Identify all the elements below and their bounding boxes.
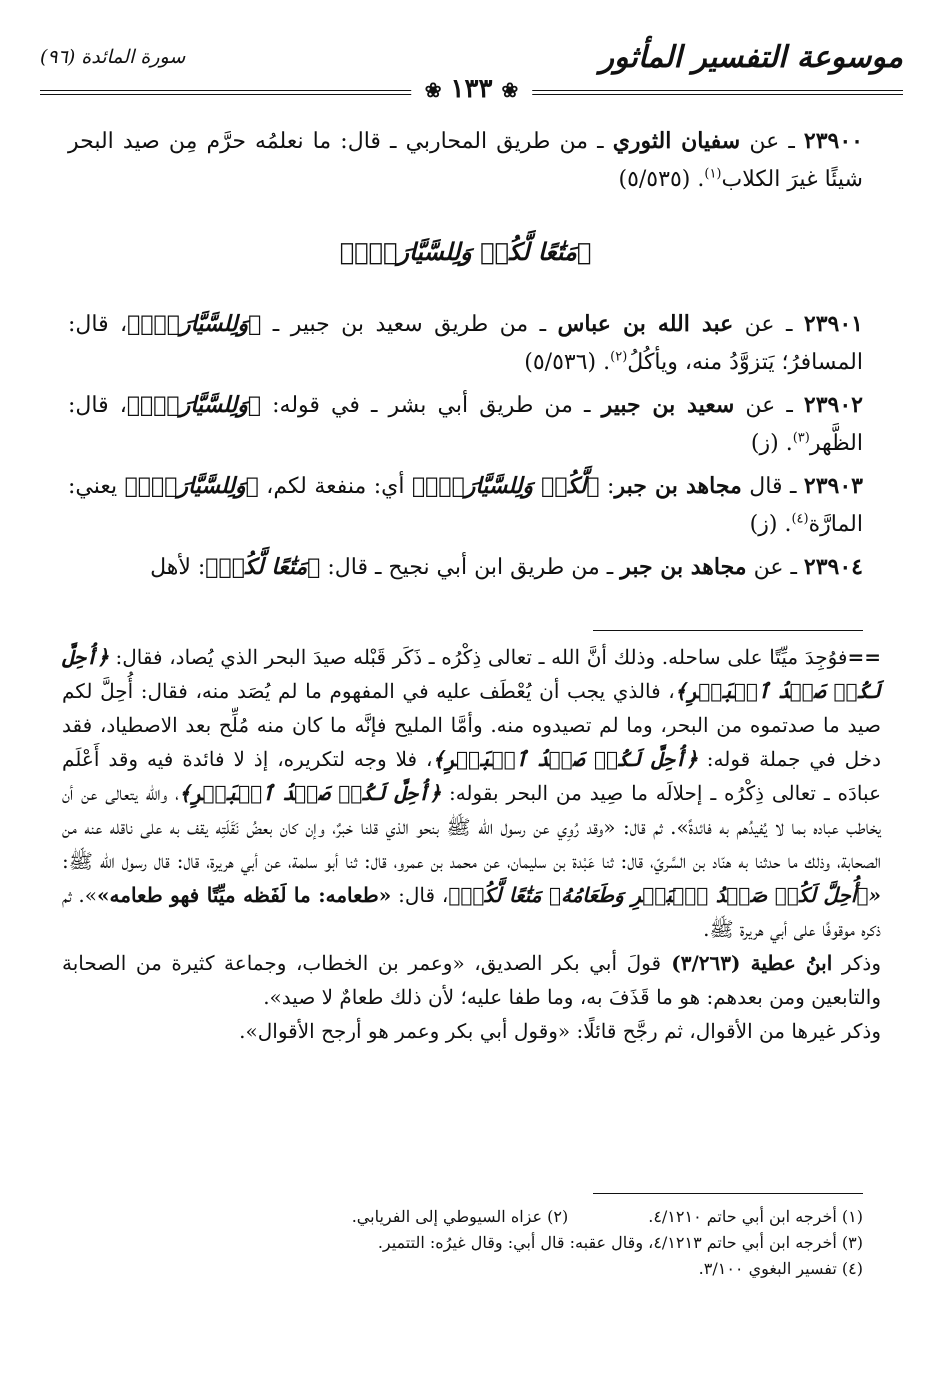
quran-quote: ﴿وَلِلسَّيَّارَةِۖ﴾: [126, 392, 262, 418]
source-ref: (٥/٥٣٥): [618, 167, 691, 192]
quran-quote: ﴿لَّكُمۡ وَلِلسَّيَّارَةِۖ﴾: [411, 473, 600, 499]
footnote-1: (١) أخرجه ابن أبي حاتم ٤/١٢١٠.: [648, 1207, 863, 1226]
entry-text: ـ عن: [734, 393, 804, 418]
quran-quote: ﴿مَتَٰعًا لَّكُمۡ﴾: [205, 554, 321, 580]
footnote-row: [62, 1256, 863, 1282]
notes-separator: [593, 630, 863, 631]
narrator: سفيان الثوري: [612, 128, 741, 154]
note-text: ، فلا وجه لتكريره، إذ لا فائدة فيه وقد أَعْلَم عبادَه ـ تعالى ذِكْرُه ـ إحلالَه ما صِيد من البحر بقوله:: [62, 747, 881, 805]
entry-text: ـ من طريق سعيد بن جبير ـ: [261, 312, 558, 337]
narrator: سعيد بن جبير: [601, 392, 735, 418]
commentary-notes: [62, 640, 881, 1048]
entry-number: ٢٣٩٠٤: [803, 554, 863, 580]
note-paragraph-3: وذكر غيرها من الأقوال، ثم رجَّح قائلًا: «وقول أبي بكر وعمر هو أرجح الأقوال».: [239, 1019, 881, 1043]
footnote-marker[interactable]: (٤): [791, 511, 809, 527]
note-text: ». ثم ذكره موقوفًا على أبي هريرة ﷺ.: [62, 883, 881, 941]
note-text: فوُجِدَ ميِّتًا على ساحله. وذلك أنَّ الله ـ تعالى ذِكْرُه ـ ذَكَر قَبْله صيدَ البحر الذي يُصاد، فقال:: [108, 645, 848, 669]
footnotes: [62, 1204, 863, 1282]
entry-text: .: [603, 350, 611, 375]
entry-23903: [68, 467, 863, 544]
entry-text: ، قال: المسافرُ؛ يَتزوَّدُ منه، ويأكُلُ: [68, 312, 863, 375]
continuation-marker: ==: [847, 645, 881, 669]
entry-text: ـ من طريق ابن أبي نجيح ـ قال:: [320, 555, 621, 580]
source-ref: (ز): [750, 431, 779, 456]
entry-text: .: [784, 512, 792, 537]
footnote-marker[interactable]: (١): [704, 166, 722, 182]
footnote-marker[interactable]: (٢): [610, 349, 628, 365]
source-ref: (٣/٢٦٣): [661, 951, 751, 975]
quran-quote: ﴿أُحِلَّ لَكُمۡ صَيۡدُ ٱلۡبَحۡرِ﴾: [179, 781, 442, 805]
entry-text: ـ من طريق أبي بشر ـ في قوله:: [261, 393, 602, 418]
footnotes-separator: [593, 1193, 863, 1194]
footnote-marker[interactable]: (٣): [792, 430, 810, 446]
page-number-value: ١٣٣: [450, 74, 493, 104]
footnote-4: (٤) تفسير البغوي ٣/١٠٠.: [698, 1259, 863, 1278]
verse-heading: ﴿مَتَٰعًا لَّكُمۡ وَلِلسَّيَّارَةِۖ﴾: [339, 237, 592, 266]
entry-23901: [68, 305, 863, 382]
footnote-2: (٢) عزاه السيوطي إلى الفريابي.: [351, 1207, 569, 1226]
entry-text: ، قال: الظَّهر: [68, 393, 863, 456]
ornament-icon: ❀: [501, 78, 519, 102]
book-title: موسوعة التفسير المأثور: [599, 40, 903, 75]
entry-text: .: [697, 167, 705, 192]
footnote-row: [62, 1230, 863, 1256]
note-text: ، قال:: [391, 883, 449, 907]
footnote-row: [62, 1204, 863, 1230]
entry-23900: [68, 122, 863, 199]
entry-text: ـ من طريق المحاربي ـ قال: ما نعلمُه حرَّم مِن صيد البحر شيئًا غيرَ الكلاب: [68, 129, 863, 192]
entry-text: ـ عن: [746, 555, 804, 580]
entry-text: ـ قال: [741, 474, 804, 499]
page-number: [411, 74, 533, 104]
entry-23902: [68, 386, 863, 463]
narrator: عبد الله بن عباس: [557, 311, 734, 337]
note-text: ، فالذي يجب أن يُعْطَف عليه في المفهوم ما لم يُصَد منه، فقال: أُحِلَّ لكم صيد ما صدتموه من البحر، وما لم تصيدوه منه. وأمَّا المليح فإنَّه ما كان منه مُلِّح بعد الاصطياد، فقد دخل في جملة قوله:: [62, 679, 881, 771]
note-text: قولَ أبي بكر الصديق، «وعمر بن الخطاب، وجماعة كثيرة من الصحابة والتابعين ومن بعدهم: هو ما قَذَفَ به، وما طفا عليه؛ لأن ذلك طعامٌ لا صيد».: [62, 951, 881, 1009]
quran-quote: «﴿أُحِلَّ لَكُمۡ صَيۡدُ ٱلۡبَحۡرِ وَطَعَامُهُۥ مَتَٰعًا لَّكُمۡ﴾: [448, 883, 881, 907]
entry-number: ٢٣٩٠١: [803, 311, 863, 337]
quran-quote: ﴿أُحِلَّ لَكُمۡ صَيۡدُ ٱلۡبَحۡرِ﴾: [62, 645, 881, 703]
entry-number: ٢٣٩٠٠: [803, 128, 863, 154]
entry-text: يعني: المارَّة: [68, 474, 863, 537]
quran-quote: ﴿وَلِلسَّيَّارَةِۖ﴾: [127, 311, 262, 337]
quran-quote: ﴿وَلِلسَّيَّارَةِۖ﴾: [124, 473, 259, 499]
entry-text: : لأهل: [150, 555, 206, 580]
source-ref: (ز): [749, 512, 778, 537]
entry-text: ـ عن: [740, 129, 804, 154]
source-ref: (٥/٥٣٦): [524, 350, 597, 375]
entry-text: :: [599, 474, 615, 499]
ornament-icon: ❀: [424, 78, 442, 102]
surah-title: سورة المائدة (٩٦): [40, 46, 186, 68]
note-paragraph-1: [62, 640, 881, 946]
note-text: وذكر: [832, 951, 881, 975]
note-paragraph-2: [62, 946, 881, 1014]
entry-text: .: [785, 431, 793, 456]
narrator: مجاهد بن جبر: [614, 473, 742, 499]
scholar-name: ابنُ عطية: [750, 951, 833, 975]
entry-text: ـ عن: [733, 312, 804, 337]
entry-text: أي: منفعة لكم،: [258, 474, 412, 499]
footnote-3: (٣) أخرجه ابن أبي حاتم ٤/١٢١٣، وقال عقبه: قال أبي: وقال غيرُه: التتمير.: [377, 1233, 863, 1252]
hadith-quote: «طعامه: ما لَفَظه ميِّتًا فهو طعامه»: [97, 883, 392, 907]
main-text: [68, 122, 863, 591]
entry-number: ٢٣٩٠٣: [803, 473, 863, 499]
entry-23904: [68, 548, 863, 587]
note-text: ، والله يتعالى عن أن يخاطب عباده بما لا يُفيدُهم به فائدةً». ثم قال: «وقد رُوِي عن رسول الله ﷺ بنحو الذي قلنا خبرٌ، وإن كان بعضُ نَقَلَتِه يقف به على ناقله عنه من الصحابة، وذلك ما حدثنا به هنّاد بن السَّريّ، قال: ثنا عَبْدة بن سليمان، عن محمد بن عمرو، قال: ثنا أبو سلمة، عن أبي هريرة، قال: قال رسول الله ﷺ:: [62, 781, 882, 873]
page-header: [40, 40, 903, 110]
narrator: مجاهد بن جبر: [620, 554, 747, 580]
quran-quote: ﴿أُحِلَّ لَكُمۡ صَيۡدُ ٱلۡبَحۡرِ﴾: [432, 747, 698, 771]
entry-number: ٢٣٩٠٢: [803, 392, 863, 418]
